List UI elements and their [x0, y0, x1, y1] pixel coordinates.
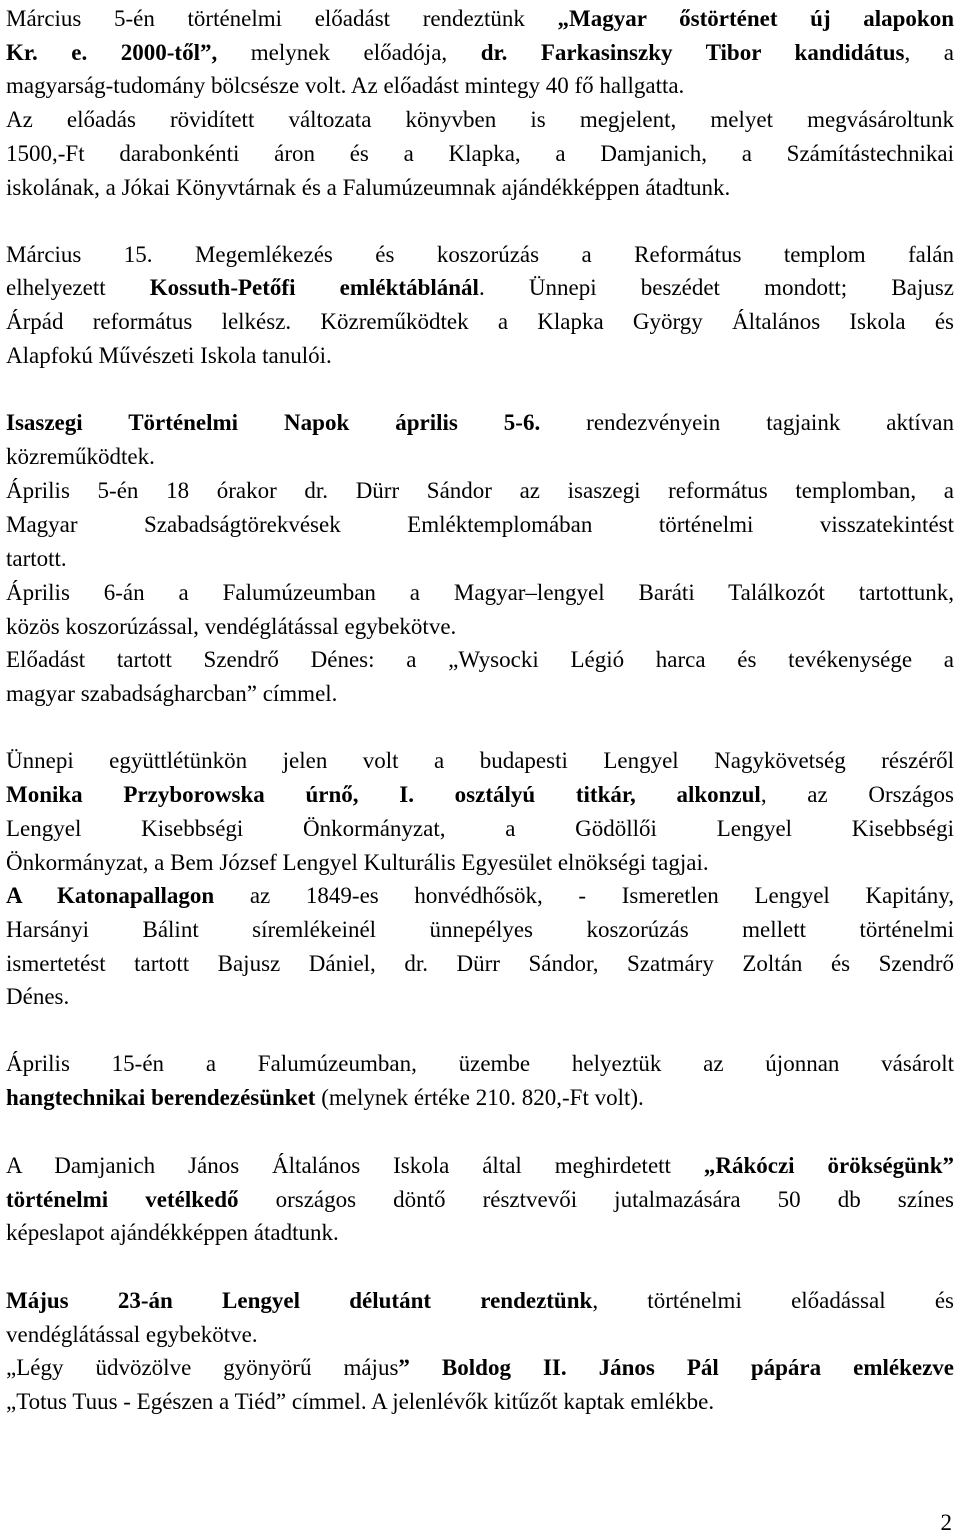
text-line [6, 440, 954, 474]
text-run: Árpád református lelkész. Közreműködtek a Klapka György Általános Iskola és [6, 309, 954, 334]
bold-text: Isaszegi Történelmi Napok április 5-6. [6, 410, 541, 435]
text-run: Az előadás rövidített változata könyvben is megjelent, melyet megvásároltunk [6, 107, 954, 132]
text-run: rendezvényein tagjaink aktívan [540, 410, 954, 435]
text-line [6, 406, 954, 440]
bold-text: „Magyar őstörténet új alapokon [557, 6, 955, 31]
text-line [6, 1149, 954, 1183]
text-line [6, 1183, 954, 1217]
text-line [6, 576, 954, 610]
text-run: Március 5-én történelmi előadást rendeztünk [6, 6, 558, 31]
bold-text: dr. Farkasinszky Tibor kandidátus [480, 40, 905, 65]
bold-text: hangtechnikai berendezésünket [6, 1085, 316, 1110]
text-run: 1500,-Ft darabonkénti áron és a Klapka, a Damjanich, a Számítástechnikai [6, 141, 954, 166]
text-run: „Totus Tuus - Egészen a Tiéd” címmel. A jelenlévők kitűzőt kaptak emlékbe. [6, 1389, 715, 1414]
text-run: Előadást tartott Szendrő Dénes: a „Wysocki Légió harca és tevékenysége a [6, 647, 954, 672]
text-run: melynek előadója, [217, 40, 481, 65]
text-line [6, 171, 954, 205]
text-line [6, 1081, 954, 1115]
text-run: magyar szabadságharcban” címmel. [6, 681, 338, 706]
text-line [6, 846, 954, 880]
text-run: , történelmi előadással és [592, 1288, 955, 1313]
text-line [6, 474, 954, 508]
text-line [6, 1284, 954, 1318]
text-run: A Damjanich János Általános Iskola által meghirdetett [6, 1153, 704, 1178]
text-run: Alapfokú Művészeti Iskola tanulói. [6, 343, 332, 368]
text-line [6, 1216, 954, 1250]
text-line [6, 643, 954, 677]
text-line [6, 1351, 954, 1385]
text-line [6, 1385, 954, 1419]
text-run: iskolának, a Jókai Könyvtárnak és a Falumúzeumnak ajándékképpen átadtunk. [6, 175, 731, 200]
text-line [6, 2, 954, 36]
text-line [6, 339, 954, 373]
text-line [6, 1318, 954, 1352]
text-line [6, 137, 954, 171]
text-line [6, 238, 954, 272]
text-run: Április 6-án a Falumúzeumban a Magyar–lengyel Baráti Találkozót tartottunk, [6, 580, 954, 605]
text-run: , az Országos [760, 782, 954, 807]
text-line [6, 980, 954, 1014]
text-line [6, 812, 954, 846]
text-run: képeslapot ajándékképpen átadtunk. [6, 1220, 339, 1245]
text-run: , a [904, 40, 954, 65]
bold-text: Május 23-án Lengyel délutánt rendeztünk [6, 1288, 593, 1313]
text-run: „Légy üdvözölve gyönyörű május [6, 1355, 399, 1380]
text-line [6, 744, 954, 778]
text-run: ismertetést tartott Bajusz Dániel, dr. Dürr Sándor, Szatmáry Zoltán és Szendrő [6, 951, 954, 976]
text-line [6, 103, 954, 137]
text-run: . Ünnepi beszédet mondott; Bajusz [478, 275, 954, 300]
text-line [6, 305, 954, 339]
text-line [6, 542, 954, 576]
text-run: Lengyel Kisebbségi Önkormányzat, a Gödöllői Lengyel Kisebbségi [6, 816, 954, 841]
page-number: 2 [940, 1510, 952, 1535]
text-run: Ünnepi együttlétünkön jelen volt a budapesti Lengyel Nagykövetség részéről [6, 748, 954, 773]
text-run: (melynek értéke 210. 820,-Ft volt). [315, 1085, 644, 1110]
text-run: Dénes. [6, 984, 70, 1009]
text-line [6, 36, 954, 70]
text-run: Április 5-én 18 órakor dr. Dürr Sándor az isaszegi református templomban, a [6, 478, 954, 503]
text-line [6, 677, 954, 711]
text-run: Önkormányzat, a Bem József Lengyel Kulturális Egyesület elnökségi tagjai. [6, 850, 709, 875]
text-run: közös koszorúzással, vendéglátással egybekötve. [6, 614, 457, 639]
text-line [6, 271, 954, 305]
text-line [6, 69, 954, 103]
text-run: vendéglátással egybekötve. [6, 1322, 258, 1347]
text-run: tartott. [6, 546, 67, 571]
bold-text: A Katonapallagon [6, 883, 215, 908]
text-run: Április 15-én a Falumúzeumban, üzembe helyeztük az újonnan vásárolt [6, 1051, 954, 1076]
text-line [6, 947, 954, 981]
bold-text: Kr. e. 2000-től”, [6, 40, 218, 65]
text-line [6, 508, 954, 542]
text-line [6, 879, 954, 913]
text-line [6, 1047, 954, 1081]
bold-text: Kossuth-Petőfi emléktáblánál [149, 275, 479, 300]
bold-text: „Rákóczi örökségünk” [703, 1153, 954, 1178]
text-run: az 1849-es honvédhősök, - Ismeretlen Lengyel Kapitány, [214, 883, 955, 908]
text-line [6, 913, 954, 947]
text-run: magyarság-tudomány bölcsésze volt. Az előadást mintegy 40 fő hallgatta. [6, 73, 685, 98]
bold-text: Monika Przyborowska úrnő, I. osztályú titkár, alkonzul [6, 782, 761, 807]
text-run: országos döntő résztvevői jutalmazására 50 db színes [238, 1187, 955, 1212]
text-line [6, 610, 954, 644]
text-run: Harsányi Bálint síremlékeinél ünnepélyes koszorúzás mellett történelmi [6, 917, 954, 942]
text-run: elhelyezett [6, 275, 150, 300]
bold-text: történelmi vetélkedő [6, 1187, 239, 1212]
text-run: Március 15. Megemlékezés és koszorúzás a Református templom falán [6, 242, 954, 267]
bold-text: ” Boldog II. János Pál pápára emlékezve [398, 1355, 954, 1380]
text-line [6, 778, 954, 812]
text-run: közreműködtek. [6, 444, 155, 469]
text-run: Magyar Szabadságtörekvések Emléktemplomában történelmi visszatekintést [6, 512, 954, 537]
